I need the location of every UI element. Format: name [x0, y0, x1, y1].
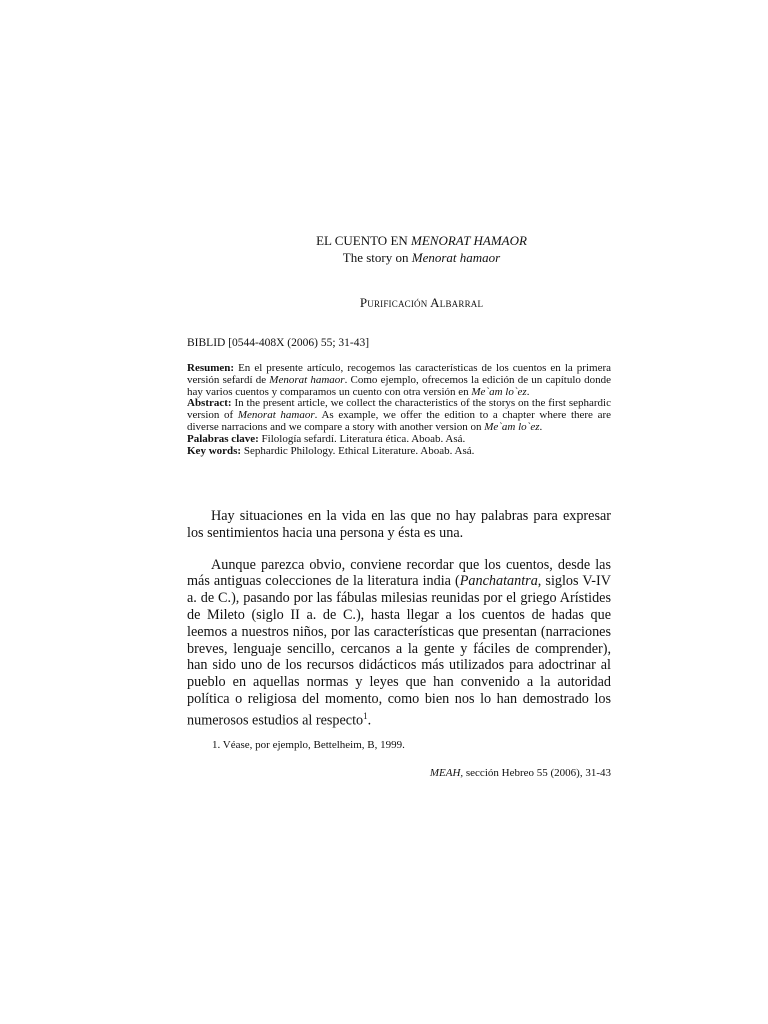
footnote-marker[interactable]: 1: [363, 710, 368, 721]
biblid-reference: BIBLID [0544-408X (2006) 55; 31-43]: [187, 337, 370, 349]
body-text: [187, 508, 611, 744]
abstract: Abstract: In the present article, we collect the characteristics of the storys on the first sephardic version of Menorat hamaor. As example, we offer the edition to a chapter where there are diverse narracions and we compare a story with another version on Me`am lo`ez.: [187, 397, 612, 433]
article-title: [0, 232, 768, 266]
journal-citation: MEAH, sección Hebreo 55 (2006), 31-43: [429, 767, 611, 779]
body-paragraph: Hay situaciones en la vida en las que no hay palabras para expresar los sentimientos hacia una persona y ésta es una.: [187, 508, 611, 541]
body-paragraph: Aunque parezca obvio, conviene recordar que los cuentos, desde las más antiguas colecciones de la literatura india (Panchatantra, siglos V-IV a. de C.), pasando por las fábulas milesias reunidas por el griego Arístides de Mileto (siglo II a. de C.), hasta llegar a los cuentos de hadas que leemos a nuestros niños, por las características que presentan (narraciones breves, lenguaje sencillo, cercanos a la gente y fáciles de comprender), han sido uno de los recursos didácticos más utilizados para adoctrinar al pueblo en aquellas normas y leyes que han convenido a la autoridad política o religiosa del momento, como bien nos lo han demostrado los numerosos estudios al respecto$^1$.: [187, 556, 611, 729]
palabras-clave: Palabras clave: Filología sefardí. Literatura ética. Aboab. Asá.: [187, 432, 466, 445]
title-spanish: EL CUENTO EN MENORAT HAMAOR: [316, 233, 527, 248]
resumen: Resumen: En el presente artículo, recogemos las características de los cuentos en la primera versión sefardí de Menorat hamaor. Como ejemplo, ofrecemos la edición de un capítulo donde hay varios cuentos y comparamos un cuento con otra versión en Me`am lo`ez.: [187, 362, 611, 398]
key-words: Key words: Sephardic Philology. Ethical Literature. Aboab. Asá.: [187, 444, 475, 457]
abstract-block: [187, 363, 611, 457]
footnote: 1. Véase, por ejemplo, Bettelheim, B, 1999.: [212, 739, 405, 751]
author-name: Purificación Albarral: [359, 295, 484, 310]
title-english: The story on Menorat hamaor: [342, 250, 501, 265]
